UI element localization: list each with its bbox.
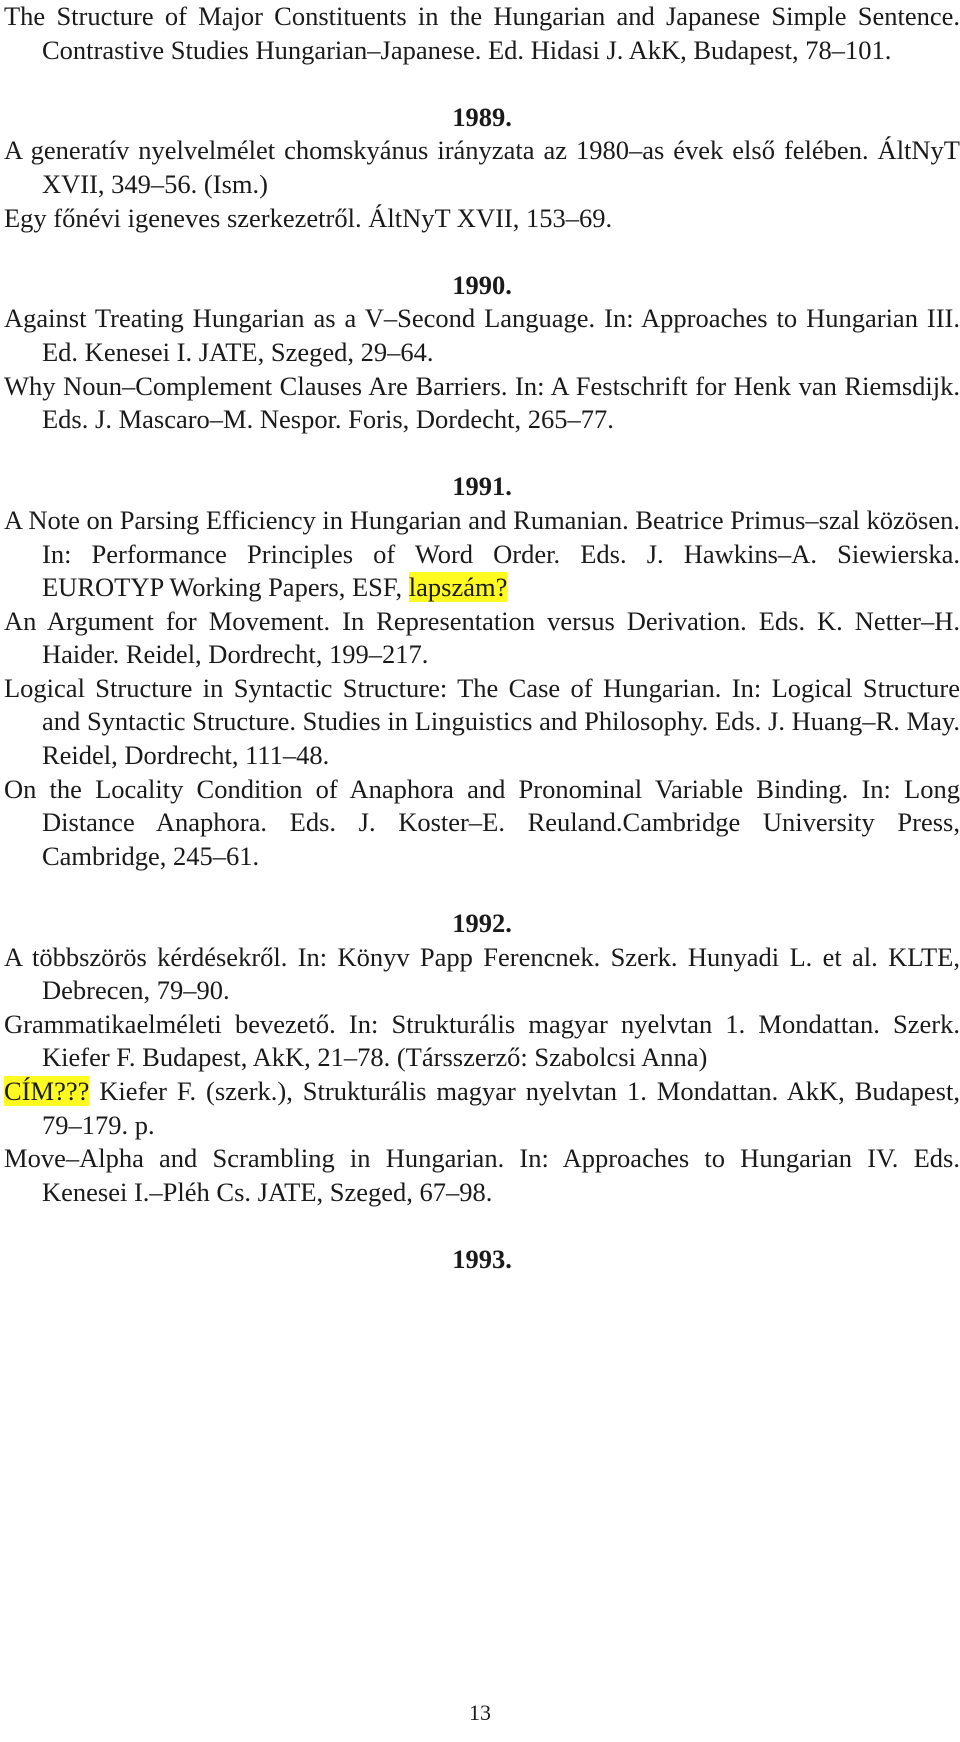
year-heading: 1993. xyxy=(452,1243,512,1274)
bib-entry: An Argument for Movement. In Representation versus Derivation. Eds. K. Netter–H. Haider. Reidel, Dordrecht, 199–217. xyxy=(4,605,960,670)
bib-entry: Why Noun–Complement Clauses Are Barriers. In: A Festschrift for Henk van Riemsdijk. Eds. J. Mascaro–M. Nespor. Foris, Dordecht, 265–77. xyxy=(4,370,960,435)
bib-entry: Against Treating Hungarian as a V–Second Language. In: Approaches to Hungarian III. Ed. Kenesei I. JATE, Szeged, 29–64. xyxy=(4,303,960,367)
bib-entry: Grammatikaelméleti bevezető. In: Strukturális magyar nyelvtan 1. Mondattan. Szerk. Kiefer F. Budapest, AkK, 21–78. (Társszerző: Szabolcsi Anna) xyxy=(4,1008,960,1073)
bib-entry-text: A Note on Parsing Efficiency in Hungarian and Rumanian. Beatrice Primus–szal közösen. In: Performance Principles of Word Order. Eds. J. Hawkins–A. Siewierska. EUROTYP Working Papers, ESF, xyxy=(4,504,960,603)
bib-entry: Logical Structure in Syntactic Structure: The Case of Hungarian. In: Logical Structure and Syntactic Structure. Studies in Linguistics and Philosophy. Eds. J. Huang–R. May. Reidel, Dordrecht, 111–48. xyxy=(4,672,960,771)
year-heading: 1990. xyxy=(452,269,512,300)
bib-entry xyxy=(4,1075,960,1142)
bib-entry: A generatív nyelvelmélet chomskyánus irányzata az 1980–as évek első felében. ÁltNyT XVII, 349–56. (Ism.) xyxy=(4,135,960,199)
bib-entry: Move–Alpha and Scrambling in Hungarian. In: Approaches to Hungarian IV. Eds. Kenesei I.–Pléh Cs. JATE, Szeged, 67–98. xyxy=(4,1143,960,1207)
bib-entry: The Structure of Major Constituents in the Hungarian and Japanese Simple Sentence. Contrastive Studies Hungarian–Japanese. Ed. Hidasi J. AkK, Budapest, 78–101. xyxy=(4,1,960,65)
bib-entry-text: Kiefer F. (szerk.), Strukturális magyar nyelvtan 1. Mondattan. AkK, Budapest, 79–179. p. xyxy=(42,1076,960,1140)
highlighted-note: CÍM??? xyxy=(4,1076,90,1106)
bib-entry: On the Locality Condition of Anaphora and Pronominal Variable Binding. In: Long Distance Anaphora. Eds. J. Koster–E. Reuland.Cambridge University Press, Cambridge, 245–61. xyxy=(4,773,960,871)
year-heading: 1991. xyxy=(452,471,512,502)
year-heading: 1989. xyxy=(452,101,512,132)
year-heading: 1992. xyxy=(452,908,512,939)
bibliography xyxy=(4,0,960,1277)
bib-entry: A többszörös kérdésekről. In: Könyv Papp Ferencnek. Szerk. Hunyadi L. et al. KLTE, Debrecen, 79–90. xyxy=(4,941,960,1006)
page-number: 13 xyxy=(469,1700,491,1725)
highlighted-note: lapszám? xyxy=(408,572,508,603)
bib-entry xyxy=(4,504,960,605)
bib-entry: Egy főnévi igeneves szerkezetről. ÁltNyT XVII, 153–69. xyxy=(4,202,613,233)
